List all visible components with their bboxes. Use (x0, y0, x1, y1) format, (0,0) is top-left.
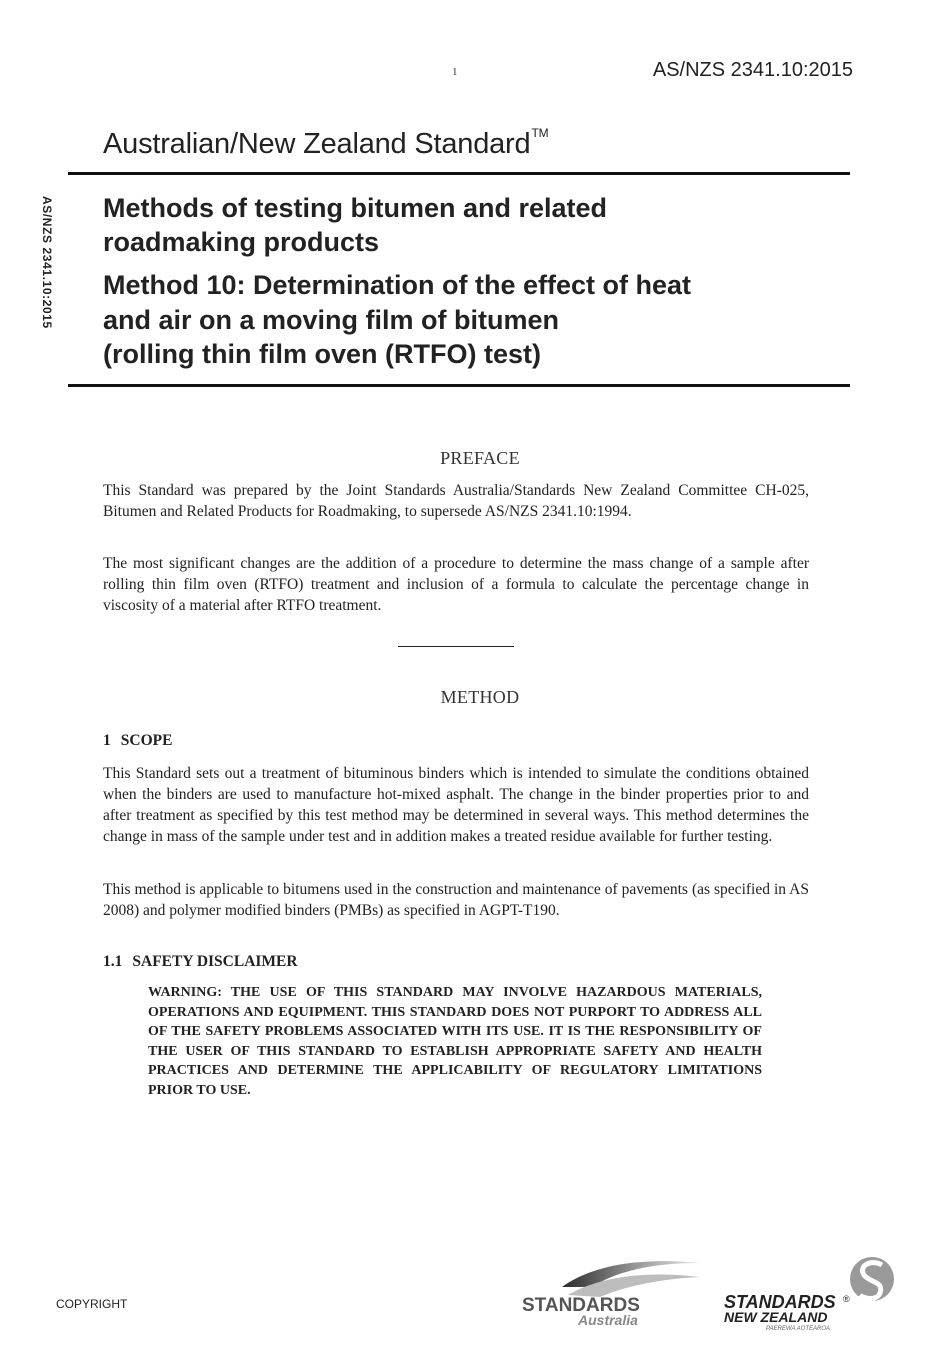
document-code: AS/NZS 2341.10:2015 (652, 59, 853, 81)
bottom-rule (68, 384, 850, 387)
method-title-line-3: (rolling thin film oven (RTFO) test) (103, 339, 541, 369)
side-document-code: AS/NZS 2341.10:2015 (40, 196, 54, 329)
method-title-line-1: Method 10: Determination of the effect of heat (103, 270, 692, 300)
safety-number: 1.1 (103, 953, 123, 970)
scope-paragraph-1: This Standard sets out a treatment of bituminous binders which is intended to simulate the conditions obtained when the binders are used to manufacture hot-mixed asphalt. The change in the binder properties prior to and after treatment as specified by this test method may be determined in several ways. This method determines the change in mass of the sample under test and in addition makes a treated residue available for further testing. (103, 765, 809, 845)
document-title-line-2: roadmaking products (103, 227, 380, 257)
section-divider (398, 646, 514, 647)
preface-paragraph-1: This Standard was prepared by the Joint Standards Australia/Standards New Zealand Committee CH-025, Bitumen and Related Products for Roadmaking, to supersede AS/NZS 2341.10:1994. (103, 482, 809, 520)
top-rule (68, 172, 850, 175)
logo-snz-word-paerewa: PAEREWA AOTEAROA (766, 1326, 831, 1331)
scope-paragraph-2: This method is applicable to bitumens used in the construction and maintenance of pavements (as specified in AS 2008) and polymer modified binders (PMBs) as specified in AGPT-T190. (103, 881, 809, 919)
document-title-line-1: Methods of testing bitumen and related (103, 193, 608, 223)
series-title-text: Australian/New Zealand Standard (103, 128, 531, 160)
logo-snz-word-standards: STANDARDS (724, 1292, 836, 1312)
scope-heading (103, 732, 172, 750)
standards-new-zealand-logo (722, 1255, 898, 1331)
safety-warning-text: WARNING: THE USE OF THIS STANDARD MAY INVOLVE HAZARDOUS MATERIALS, OPERATIONS AND EQUIPMENT. THIS STANDARD DOES NOT PURPORT TO ADDRESS ALL OF THE SAFETY PROBLEMS ASSOCIATED WITH ITS USE. IT IS THE RESPONSIBILITY OF THE USER OF THIS STANDARD TO ESTABLISH APPROPRIATE SAFETY AND HEALTH PRACTICES AND DETERMINE THE APPLICABILITY OF REGULATORY LIMITATIONS PRIOR TO USE. (148, 985, 762, 1098)
scope-title: SCOPE (120, 732, 173, 749)
series-title (103, 126, 548, 161)
scope-number: 1 (103, 732, 111, 749)
preface-heading: PREFACE (440, 448, 520, 468)
method-heading: METHOD (440, 687, 520, 707)
logo-snz-registered: ® (843, 1294, 850, 1304)
logo-snz-word-new-zealand: NEW ZEALAND (724, 1309, 828, 1325)
page-number: 1 (452, 66, 458, 78)
logo-sa-word-standards: STANDARDS (522, 1295, 640, 1316)
method-title-line-2: and air on a moving film of bitumen (103, 305, 560, 335)
standards-australia-logo (522, 1257, 706, 1329)
trademark-mark: TM (531, 126, 549, 140)
copyright-notice: COPYRIGHT (56, 1297, 128, 1311)
safety-title: SAFETY DISCLAIMER (132, 953, 298, 970)
logo-sa-word-australia: Australia (578, 1312, 638, 1328)
preface-paragraph-2: The most significant changes are the addition of a procedure to determine the mass change of a sample after rolling thin film oven (RTFO) treatment and inclusion of a formula to calculate the percentage change in viscosity of a material after RTFO treatment. (103, 555, 809, 614)
safety-disclaimer-heading (103, 953, 298, 971)
